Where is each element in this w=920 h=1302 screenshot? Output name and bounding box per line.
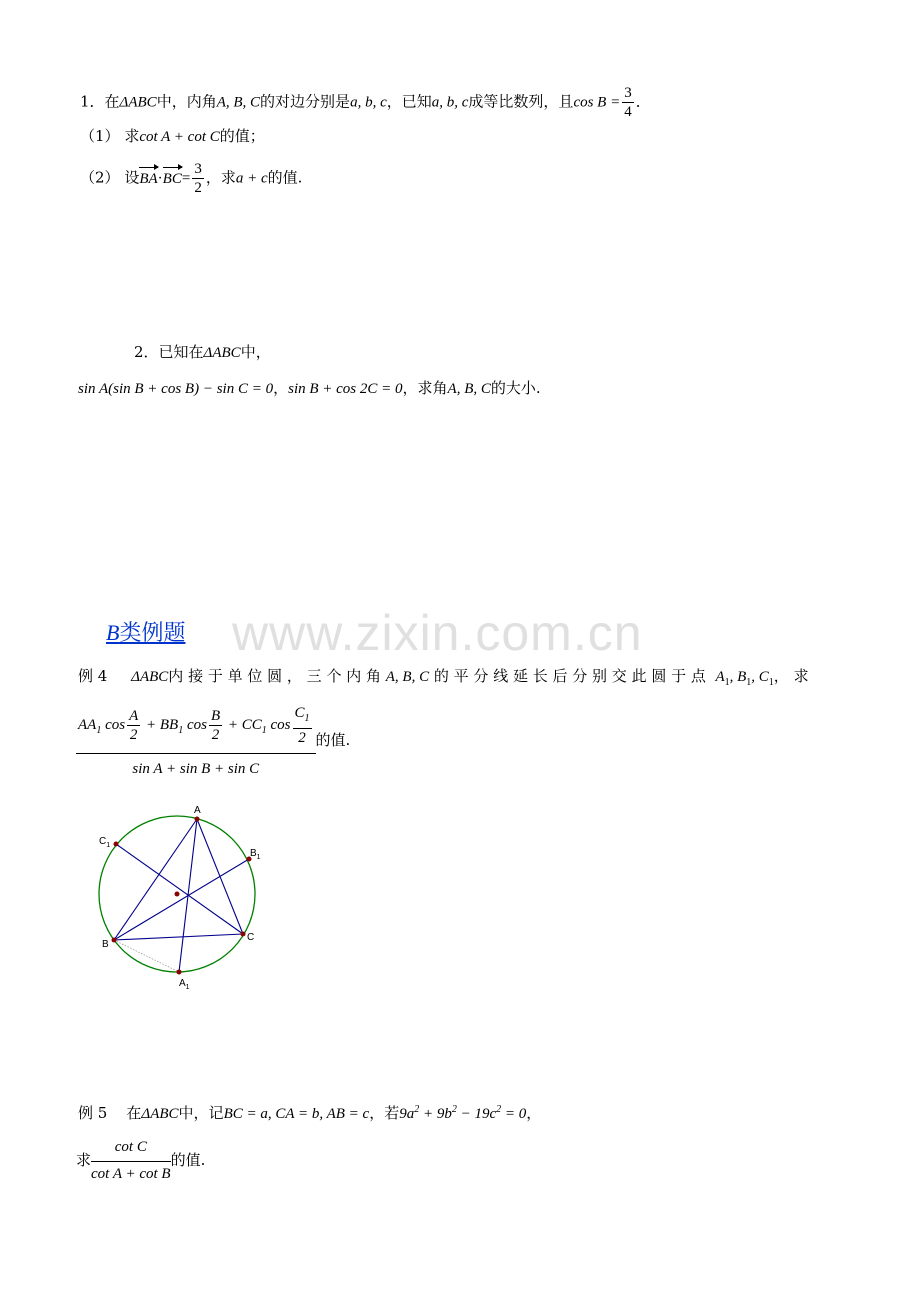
example4-fraction-line [76,704,350,778]
part-label: （1） [80,127,120,145]
part-text: 的值. [267,168,303,187]
subscript: 1 [178,724,184,736]
point-b1: , B [729,669,747,685]
side-bc [114,934,243,940]
example-label: 例 5 [78,1104,108,1122]
fraction-numerator: 3 [624,85,632,101]
point-a-dot [195,817,200,822]
problem2-equation1: sin A(sin B + cos B) − sin C = 0 [78,381,274,397]
example4-text: 内 接 于 单 位 圆 ， 三 个 内 角 [168,667,381,685]
problem1-text-b: 中，内角 [156,92,217,111]
point-a1-dot [177,970,182,975]
example5-definition: BC = a, CA = b, AB = c [223,1106,370,1122]
label-sub: 1 [185,984,190,991]
fraction-numerator: B [210,708,221,724]
center-dot [175,892,180,897]
fraction-denominator: 2 [211,727,220,743]
eq-term: − 19c [456,1106,497,1122]
point-c1-dot [114,842,119,847]
problem1-sides2: a, b, c [431,94,469,111]
example4-denominator: sin A + sin B + sin C [132,761,260,777]
example5-text: ，若 [369,1104,400,1122]
subscript: 1 [304,713,310,724]
problem1-end: ． [635,92,651,111]
superscript: 2 [451,1104,457,1115]
vector-ba: BA [139,170,158,187]
example4-text: 的值. [315,731,351,749]
label-b: B [102,939,109,950]
problem2-text: 的大小. [490,379,541,397]
eq-term: + 9b [419,1106,452,1122]
eq-term: 9a [399,1106,415,1122]
part-text: 设 [124,168,140,187]
half-angle-a [127,707,140,744]
term-aa: AA [78,716,97,733]
label-c: C [247,932,255,943]
example5-line1 [78,1100,541,1124]
plus-sign: + [146,716,157,733]
part-expression: cot A + cot C [139,129,220,145]
dot-operator: · [157,170,163,187]
vector-bc: BC [162,170,182,187]
term-cc: CC [241,716,262,733]
problem1-fraction [622,84,634,121]
point-a1: A [715,669,725,685]
example5-fraction [91,1136,171,1183]
label-sub: 1 [256,854,261,861]
section-letter: B [106,620,120,645]
part2-fraction [192,160,204,197]
fraction-numerator: 3 [194,161,202,177]
part-text: 求 [124,127,140,145]
example5-text: ， [526,1104,542,1122]
cos-function: cos [105,716,126,733]
problem2-number: 2．已知在 [134,343,204,361]
example4-text: ， 求 [773,667,809,685]
fraction-denominator: 4 [624,104,632,120]
chord-ba1 [114,940,179,972]
part-text: 的值； [219,127,265,145]
problem1-text-d: ，已知 [386,92,432,111]
superscript: 2 [414,1104,420,1115]
problem1-text-c: 的对边分别是 [260,92,351,111]
point-b-dot [112,938,117,943]
problem1-part2 [80,160,302,197]
problem2-angles: A, B, C [447,381,491,397]
plus-sign: + [227,716,238,733]
circle-figure [90,796,270,996]
problem2-triangle: ΔABC [203,345,241,361]
triangle-lines [114,819,249,972]
problem2-line2 [78,378,541,399]
fraction-numerator: C [294,705,305,721]
subscript: 1 [746,677,752,688]
example5-text: 在 [126,1104,142,1122]
subscript: 1 [96,724,102,736]
part-expression: a + c [235,170,268,187]
term-bb: BB [159,716,179,733]
superscript: 2 [496,1104,502,1115]
problem1-triangle: ΔABC [119,94,157,111]
example5-line2 [76,1136,205,1183]
label-a1 [179,978,190,991]
point-c1: , C [751,669,769,685]
problem2-text: 中， [240,343,271,361]
section-title: 类例题 [119,621,186,646]
problem1-angles: A, B, C [216,94,261,111]
watermark: www.zixin.com.cn [232,605,643,661]
example5-text: 的值. [170,1151,206,1169]
example4-line [78,666,809,693]
label-a1-letter: A [179,978,186,989]
problem1-text-e: 成等比数列，且 [468,92,574,111]
cos-function: cos [270,716,291,733]
problem1-part1 [80,126,265,147]
bisector-cc1 [116,844,243,934]
example4-angles: A, B, C [385,669,430,685]
example-label: 例 4 [78,667,108,685]
example5-numerator: cot C [91,1136,171,1162]
example5-denominator: cot A + cot B [91,1166,171,1182]
example4-big-fraction [76,704,316,778]
half-angle-c [293,704,312,747]
example5-text: 求 [76,1151,92,1169]
example5-triangle: ΔABC [141,1106,179,1122]
label-c1-letter: C [99,836,107,847]
example4-numerator [76,704,316,754]
problem2-text: ，求角 [402,379,448,397]
problem2-line1 [134,342,271,363]
subscript: 1 [768,677,774,688]
label-b1 [250,848,261,861]
point-c-dot [241,932,246,937]
problem1-line [80,84,651,121]
fraction-denominator: 2 [298,730,306,746]
problem2-equation2: sin B + cos 2C = 0 [288,381,403,397]
equals-sign: = [181,170,191,187]
label-sub: 1 [106,842,111,849]
part-label: （2） [80,168,120,187]
cos-function: cos [186,716,207,733]
example5-text: 中，记 [178,1104,224,1122]
section-heading [106,616,185,647]
example5-equation [399,1106,526,1122]
label-a: A [194,805,201,816]
example4-text: 的 平 分 线 延 长 后 分 别 交 此 圆 于 点 [433,667,706,685]
eq-term: = 0 [501,1106,527,1122]
subscript: 1 [261,724,267,736]
half-angle-b [209,707,222,744]
separator: ， [273,379,289,397]
fraction-denominator: 2 [194,180,202,196]
problem1-cos-expr: cos B = [573,94,621,111]
example4-triangle: ΔABC [131,669,169,685]
label-b1-letter: B [250,848,257,859]
fraction-numerator: A [129,708,139,724]
problem1-sides: a, b, c [350,94,387,111]
part-text: ，求 [205,168,236,187]
label-c1 [99,836,110,849]
subscript: 1 [724,677,730,688]
fraction-denominator: 2 [129,727,138,743]
problem1-number: 1．在 [80,92,120,111]
